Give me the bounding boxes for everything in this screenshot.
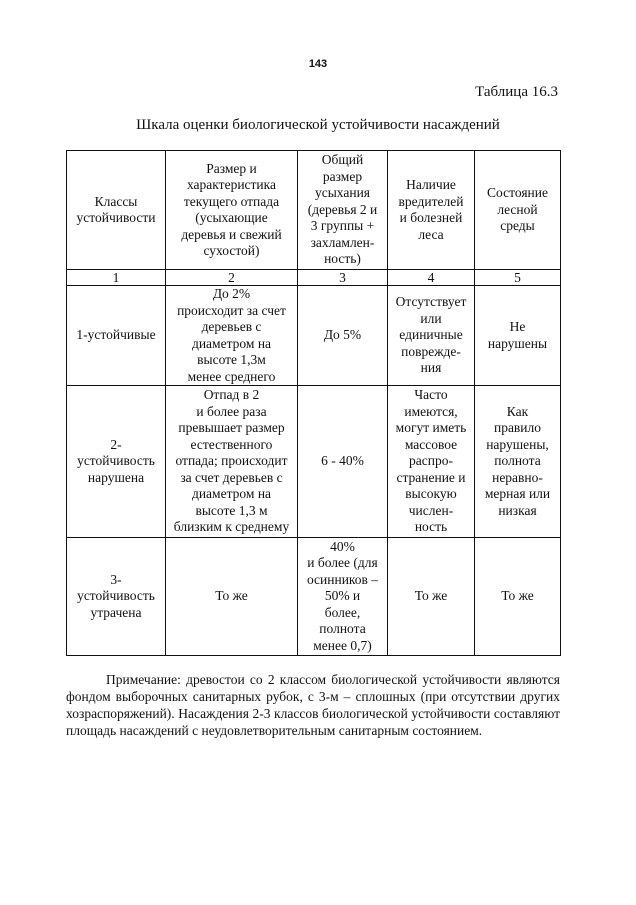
- header-cell: Состояние лесной среды: [475, 151, 561, 270]
- header-cell: Общий размер усыхания (деревья 2 и 3 группы + захламлен- ность): [298, 151, 388, 270]
- table-cell: То же: [475, 538, 561, 656]
- table-cell: 1-устойчивые: [67, 286, 166, 386]
- note-text: Примечание: древостои со 2 классом биологической устойчивости являются фондом выборочных санитарных рубок, с 3-м – сплошных (при отсутствии других хозраспоряжений). Насаждения 2-3 классов биологической устойчивости составляют площадь насаждений с неудовлетворительным санитарным состоянием.: [66, 672, 560, 738]
- table-row: [67, 286, 561, 386]
- table-cell: 6 - 40%: [298, 386, 388, 538]
- table-cell: То же: [388, 538, 475, 656]
- table-cell: 2- устойчивость нарушена: [67, 386, 166, 538]
- table-cell: Отсутствует или единичные поврежде- ния: [388, 286, 475, 386]
- column-number-row: [67, 270, 561, 286]
- page-number: 143: [308, 58, 328, 70]
- header-cell: Наличие вредителей и болезней леса: [388, 151, 475, 270]
- column-number: 4: [388, 270, 475, 286]
- table-title: Шкала оценки биологической устойчивости насаждений: [136, 117, 500, 133]
- table-note: [66, 671, 560, 739]
- stability-scale-table: [66, 150, 561, 656]
- table-cell: До 2% происходит за счет деревьев с диаметром на высоте 1,3м менее среднего: [166, 286, 298, 386]
- table-cell: 40% и более (для осинников – 50% и более, полнота менее 0,7): [298, 538, 388, 656]
- column-number: 3: [298, 270, 388, 286]
- table-cell: Не нарушены: [475, 286, 561, 386]
- table-cell: До 5%: [298, 286, 388, 386]
- table-row: [67, 538, 561, 656]
- header-row: [67, 151, 561, 270]
- column-number: 5: [475, 270, 561, 286]
- column-number: 1: [67, 270, 166, 286]
- table-cell: Отпад в 2 и более раза превышает размер естественного отпада; происходит за счет деревьев с диаметром на высоте 1,3 м близким к среднему: [166, 386, 298, 538]
- header-cell: Классы устойчивости: [67, 151, 166, 270]
- table-cell: Часто имеются, могут иметь массовое распро- странение и высокую числен- ность: [388, 386, 475, 538]
- column-number: 2: [166, 270, 298, 286]
- table-row: [67, 386, 561, 538]
- table-label: Таблица 16.3: [475, 84, 558, 100]
- header-cell: Размер и характеристика текущего отпада (усыхающие деревья и свежий сухостой): [166, 151, 298, 270]
- table-cell: То же: [166, 538, 298, 656]
- table-cell: Как правило нарушены, полнота неравно- мерная или низкая: [475, 386, 561, 538]
- table-cell: 3- устойчивость утрачена: [67, 538, 166, 656]
